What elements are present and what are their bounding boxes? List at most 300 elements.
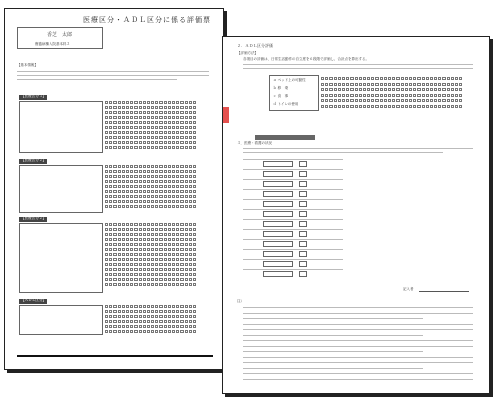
grid-cell: [134, 141, 137, 144]
grid-cell: [172, 320, 175, 323]
grid-row: [105, 190, 196, 193]
grid-cell: [126, 136, 129, 139]
grid-row: [105, 131, 196, 134]
grid-cell: [122, 185, 125, 188]
grid-cell: [172, 200, 175, 203]
grid-cell: [139, 111, 142, 114]
grid-cell: [193, 106, 196, 109]
grid-cell: [139, 233, 142, 236]
grid-cell: [189, 111, 192, 114]
grid-cell: [438, 77, 441, 80]
grid-cell: [105, 195, 108, 198]
grid-cell: [122, 305, 125, 308]
intro-text: 各項目の評価は、日常生活動作の自立度を６段階で評価し、合計点を算出する。: [243, 57, 369, 61]
band-adl: 【ＡＤＬ区分】: [21, 298, 47, 302]
table-cell: [263, 201, 293, 207]
grid-cell: [130, 253, 133, 256]
grid-cell: [359, 105, 362, 108]
grid-cell: [176, 233, 179, 236]
grid-cell: [434, 77, 437, 80]
grid-cell: [105, 205, 108, 208]
grid-cell: [109, 205, 112, 208]
grid-cell: [168, 283, 171, 286]
grid-cell: [130, 106, 133, 109]
grid-cell: [409, 83, 412, 86]
grid-cell: [130, 101, 133, 104]
grid-cell: [159, 205, 162, 208]
grid-cell: [185, 238, 188, 241]
table-line: [243, 249, 343, 250]
grid-cell: [180, 101, 183, 104]
grid-cell: [363, 99, 366, 102]
grid-cell: [109, 180, 112, 183]
grid-cell: [442, 105, 445, 108]
grid-cell: [185, 278, 188, 281]
grid-cell: [193, 121, 196, 124]
grid-cell: [151, 131, 154, 134]
grid-cell: [193, 175, 196, 178]
grid-cell: [109, 223, 112, 226]
grid-cell: [126, 223, 129, 226]
grid-cell: [413, 105, 416, 108]
grid-cell: [122, 273, 125, 276]
grid-cell: [126, 315, 129, 318]
note-line: [243, 346, 473, 347]
grid-cell: [130, 195, 133, 198]
grid-cell: [438, 88, 441, 91]
grid-cell: [367, 83, 370, 86]
grid-cell: [126, 170, 129, 173]
grid-cell: [159, 165, 162, 168]
grid-cell: [113, 136, 116, 139]
grid-cell: [109, 185, 112, 188]
grid-cell: [193, 278, 196, 281]
grid-cell: [147, 268, 150, 271]
grid-cell: [193, 136, 196, 139]
grid-cell: [172, 165, 175, 168]
grid-cell: [159, 185, 162, 188]
grid-cell: [168, 111, 171, 114]
grid-cell: [130, 205, 133, 208]
grid-cell: [118, 190, 121, 193]
grid-cell: [342, 105, 345, 108]
grid-cell: [193, 253, 196, 256]
grid-cell: [426, 99, 429, 102]
grid-cell: [172, 248, 175, 251]
grid-cell: [105, 185, 108, 188]
grid-cell: [113, 258, 116, 261]
grid-cell: [109, 330, 112, 333]
grid-cell: [193, 248, 196, 251]
grid-cell: [176, 195, 179, 198]
grid-cell: [155, 116, 158, 119]
grid-cell: [130, 268, 133, 271]
grid-cell: [405, 77, 408, 80]
grid-cell: [168, 136, 171, 139]
grid-cell: [122, 175, 125, 178]
grid-cell: [151, 121, 154, 124]
grid-cell: [139, 278, 142, 281]
grid-cell: [168, 146, 171, 149]
grid-cell: [155, 141, 158, 144]
grid-cell: [334, 94, 337, 97]
grid-cell: [139, 315, 142, 318]
grid-cell: [164, 278, 167, 281]
band-front: [255, 135, 315, 140]
grid-cell: [109, 131, 112, 134]
grid-cell: [105, 283, 108, 286]
grid-cell: [113, 228, 116, 231]
table-cell: [263, 251, 293, 257]
grid-cell: [122, 320, 125, 323]
grid-cell: [143, 111, 146, 114]
grid-cell: [143, 180, 146, 183]
grid-cell: [392, 83, 395, 86]
grid-cell: [122, 278, 125, 281]
grid-cell: [118, 136, 121, 139]
section-basic: 【基本情報】: [17, 63, 38, 67]
grid-cell: [430, 77, 433, 80]
grid-cell: [176, 310, 179, 313]
grid-cell: [147, 185, 150, 188]
grid-cell: [147, 325, 150, 328]
grid-cell: [172, 278, 175, 281]
grid-cell: [346, 77, 349, 80]
grid-cell: [342, 99, 345, 102]
grid-cell: [109, 320, 112, 323]
grid-cell: [164, 131, 167, 134]
grid-cell: [113, 305, 116, 308]
grid-cell: [118, 185, 121, 188]
grid-cell: [193, 315, 196, 318]
grid-cell: [139, 195, 142, 198]
grid-cell: [367, 77, 370, 80]
grid-cell: [159, 268, 162, 271]
grid-cell: [338, 105, 341, 108]
grid-cell: [143, 268, 146, 271]
note-line: [243, 351, 423, 352]
grid-cell: [159, 253, 162, 256]
grid-cell: [193, 283, 196, 286]
grid-cell: [185, 126, 188, 129]
grid-cell: [189, 165, 192, 168]
grid-cell: [413, 94, 416, 97]
grid-cell: [118, 310, 121, 313]
grid-cell: [109, 170, 112, 173]
grid-cell: [147, 320, 150, 323]
grid-cell: [180, 116, 183, 119]
grid-cell: [189, 320, 192, 323]
grid-cell: [451, 99, 454, 102]
grid-cell: [155, 238, 158, 241]
grid-cell: [113, 141, 116, 144]
table-check: [299, 161, 307, 167]
grid-cell: [176, 101, 179, 104]
table-line: [243, 159, 343, 160]
grid-cell: [109, 248, 112, 251]
grid-cell: [139, 228, 142, 231]
grid-cell: [126, 146, 129, 149]
grid-cell: [155, 205, 158, 208]
grid-cell: [180, 106, 183, 109]
grid-cell: [134, 238, 137, 241]
grid-cell: [113, 190, 116, 193]
grid-cell: [172, 283, 175, 286]
grid-cell: [118, 200, 121, 203]
grid-cell: [151, 283, 154, 286]
table-line: [243, 219, 343, 220]
grid-cell: [321, 105, 324, 108]
grid-cell: [139, 320, 142, 323]
grid-cell: [147, 273, 150, 276]
grid-cell: [172, 131, 175, 134]
grid-cell: [118, 248, 121, 251]
grid-cell: [151, 315, 154, 318]
grid-cell: [143, 126, 146, 129]
grid-cell: [409, 99, 412, 102]
table-cell: [263, 171, 293, 177]
grid-cell: [380, 83, 383, 86]
grid-cell: [185, 330, 188, 333]
grid-cell: [164, 111, 167, 114]
grid-cell: [189, 325, 192, 328]
grid-cell: [105, 273, 108, 276]
grid-cell: [193, 131, 196, 134]
grid-cell: [185, 111, 188, 114]
grid-cell: [139, 258, 142, 261]
grid-cell: [113, 238, 116, 241]
grid-cell: [113, 325, 116, 328]
grid-cell: [155, 136, 158, 139]
grid-cell: [118, 165, 121, 168]
table-cell: [263, 161, 293, 167]
grid-cell: [185, 268, 188, 271]
grid-cell: [113, 106, 116, 109]
grid-cell: [155, 106, 158, 109]
grid-cell: [134, 146, 137, 149]
grid-cell: [185, 175, 188, 178]
grid-cell: [193, 146, 196, 149]
grid-cell: [126, 330, 129, 333]
grid-cell: [147, 175, 150, 178]
grid-cell: [355, 83, 358, 86]
grid-cell: [155, 121, 158, 124]
grid-cell: [126, 320, 129, 323]
grid-cell: [329, 88, 332, 91]
grid-cell: [193, 200, 196, 203]
grid-cell: [342, 94, 345, 97]
grid-cell: [359, 94, 362, 97]
grid-cell: [396, 94, 399, 97]
grid-cell: [355, 99, 358, 102]
grid-cell: [151, 330, 154, 333]
grid-cell: [380, 99, 383, 102]
grid-cell: [193, 170, 196, 173]
grid-cell: [164, 273, 167, 276]
grid-cell: [118, 175, 121, 178]
grid-cell: [185, 253, 188, 256]
grid-cell: [388, 88, 391, 91]
back-sheet: [4, 8, 224, 370]
grid-cell: [451, 105, 454, 108]
grid-cell: [122, 170, 125, 173]
grid-row: [105, 278, 196, 281]
grid-cell: [185, 190, 188, 193]
grid-cell: [143, 131, 146, 134]
grid-cell: [122, 248, 125, 251]
grid-cell: [185, 165, 188, 168]
grid-row: [105, 185, 196, 188]
grid-cell: [134, 253, 137, 256]
grid-cell: [455, 88, 458, 91]
adl-item-a: ａ ベッド上の可動性: [273, 78, 306, 82]
grid-cell: [113, 180, 116, 183]
grid-cell: [105, 233, 108, 236]
grid-cell: [134, 320, 137, 323]
grid-cell: [143, 263, 146, 266]
grid-cell: [134, 268, 137, 271]
red-tab: [223, 107, 229, 123]
grid-cell: [143, 315, 146, 318]
grid-row: [321, 83, 462, 86]
grid-cell: [113, 195, 116, 198]
grid-cell: [321, 83, 324, 86]
table-cell: [263, 261, 293, 267]
grid-cell: [380, 88, 383, 91]
grid-cell: [413, 83, 416, 86]
grid-cell: [172, 101, 175, 104]
grid-cell: [193, 325, 196, 328]
grid-cell: [130, 325, 133, 328]
grid-cell: [113, 116, 116, 119]
grid-cell: [126, 165, 129, 168]
grid-cell: [180, 233, 183, 236]
grid-cell: [168, 330, 171, 333]
grid-cell: [113, 146, 116, 149]
grid-cell: [168, 116, 171, 119]
grid-cell: [143, 121, 146, 124]
grid-cell: [384, 99, 387, 102]
grid-cell: [346, 105, 349, 108]
grid-cell: [159, 170, 162, 173]
grid-cell: [143, 248, 146, 251]
grid-cell: [180, 170, 183, 173]
grid-cell: [409, 94, 412, 97]
grid-cell: [172, 136, 175, 139]
grid-cell: [363, 83, 366, 86]
grid-row: [105, 111, 196, 114]
grid-cell: [113, 126, 116, 129]
grid-cell: [147, 315, 150, 318]
grid-cell: [176, 278, 179, 281]
grid-cell: [130, 330, 133, 333]
grid-cell: [189, 278, 192, 281]
grid-cell: [172, 305, 175, 308]
grid-cell: [422, 77, 425, 80]
grid-cell: [151, 243, 154, 246]
grid-cell: [426, 105, 429, 108]
grid-cell: [159, 233, 162, 236]
grid-cell: [155, 243, 158, 246]
grid-cell: [118, 141, 121, 144]
grid-cell: [346, 99, 349, 102]
grid-row: [105, 253, 196, 256]
grid-cell: [172, 228, 175, 231]
grid-cell: [118, 253, 121, 256]
grid-cell: [155, 268, 158, 271]
grid-cell: [143, 116, 146, 119]
grid-cell: [350, 83, 353, 86]
grid-cell: [164, 283, 167, 286]
note-line: [243, 324, 473, 325]
grid-cell: [159, 126, 162, 129]
grid-cell: [113, 263, 116, 266]
grid-cell: [130, 263, 133, 266]
grid-cell: [164, 320, 167, 323]
grid-cell: [151, 233, 154, 236]
grid-cell: [134, 175, 137, 178]
grid-cell: [109, 243, 112, 246]
grid-cell: [189, 195, 192, 198]
grid-cell: [384, 77, 387, 80]
grid-cell: [401, 83, 404, 86]
table-check: [299, 261, 307, 267]
grid-cell: [185, 233, 188, 236]
grid-cell: [122, 205, 125, 208]
grid-row: [105, 273, 196, 276]
grid-cell: [180, 325, 183, 328]
grid-cell: [164, 223, 167, 226]
grid-cell: [172, 253, 175, 256]
grid-cell: [455, 94, 458, 97]
grid-cell: [151, 116, 154, 119]
grid-cell: [151, 268, 154, 271]
grid-cell: [172, 223, 175, 226]
grid-cell: [126, 283, 129, 286]
grid-cell: [176, 320, 179, 323]
grid-cell: [118, 205, 121, 208]
grid-cell: [159, 106, 162, 109]
grid-cell: [147, 136, 150, 139]
grid-cell: [172, 180, 175, 183]
grid-cell: [185, 258, 188, 261]
grid-cell: [164, 136, 167, 139]
grid-cell: [430, 83, 433, 86]
grid-cell: [147, 141, 150, 144]
grid-cell: [118, 320, 121, 323]
grid-cell: [185, 121, 188, 124]
grid-cell: [447, 77, 450, 80]
grid-cell: [401, 94, 404, 97]
grid-cell: [105, 248, 108, 251]
grid-cell: [105, 165, 108, 168]
grid-cell: [180, 258, 183, 261]
grid-cell: [105, 238, 108, 241]
grid-cell: [151, 325, 154, 328]
grid-cell: [180, 141, 183, 144]
grid-cell: [189, 268, 192, 271]
grid-cell: [189, 190, 192, 193]
grid-row: [105, 315, 196, 318]
grid-cell: [134, 228, 137, 231]
grid-row: [105, 101, 196, 104]
grid-cell: [180, 248, 183, 251]
grid-cell: [459, 88, 462, 91]
adl-item-b: ｂ 移 乗: [273, 86, 289, 90]
grid-cell: [350, 94, 353, 97]
grid-cell: [417, 88, 420, 91]
grid-cell: [147, 180, 150, 183]
